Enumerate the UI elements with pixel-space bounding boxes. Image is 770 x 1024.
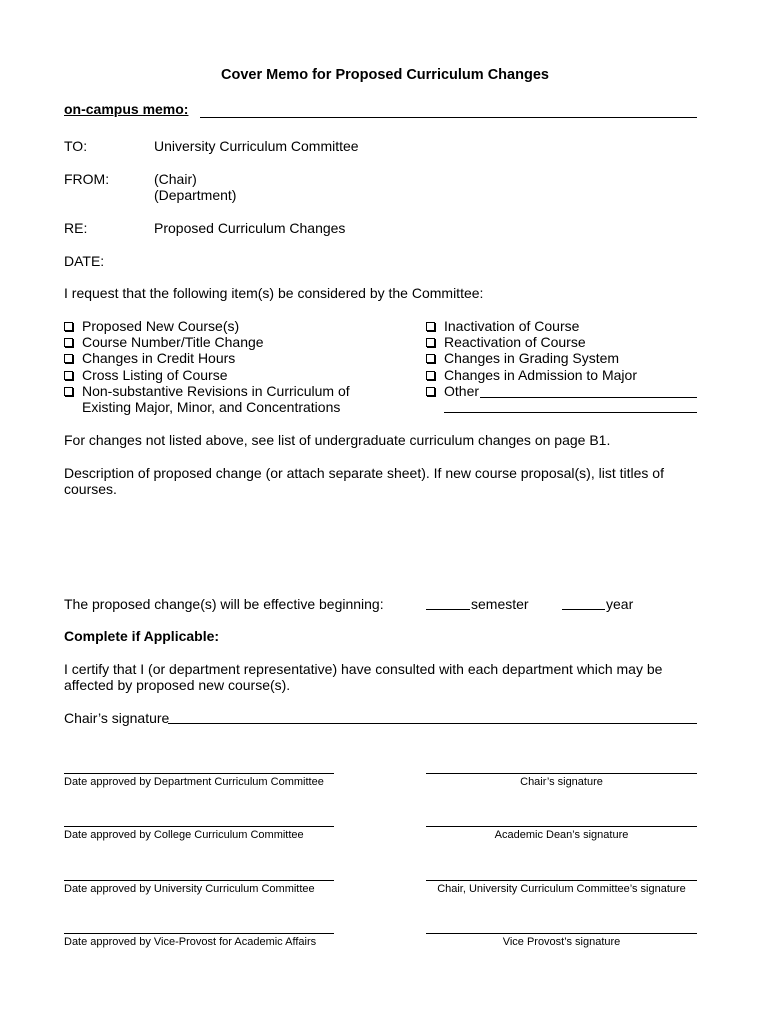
semester-label: semester — [471, 596, 529, 612]
approval-signature-line[interactable] — [426, 880, 697, 881]
to-value: University Curriculum Committee — [154, 138, 359, 154]
chair-signature-line[interactable] — [168, 723, 697, 724]
effective-text: The proposed change(s) will be effective beginning: — [64, 596, 384, 612]
certify-line-2: affected by proposed new course(s). — [64, 677, 291, 693]
approval-date-line[interactable] — [64, 933, 334, 934]
from-department: (Department) — [154, 187, 237, 203]
approval-signature-label: Chair, University Curriculum Committee’s signature — [437, 883, 686, 895]
approval-date-label: Date approved by College Curriculum Committee — [64, 829, 304, 841]
checklist-item-credit-hours[interactable]: Changes in Credit Hours — [64, 350, 235, 366]
changes-note: For changes not listed above, see list of undergraduate curriculum changes on page B1. — [64, 432, 611, 448]
checkbox-icon[interactable] — [64, 387, 73, 396]
other-input-line-1[interactable] — [480, 397, 697, 398]
checklist-item-grading[interactable]: Changes in Grading System — [426, 350, 619, 366]
from-label: FROM: — [64, 171, 110, 187]
checklist-item-other[interactable]: Other — [426, 383, 479, 399]
checklist-item-inactivation[interactable]: Inactivation of Course — [426, 318, 579, 334]
approval-date-label: Date approved by Vice-Provost for Academic Affairs — [64, 936, 317, 948]
approval-date-label: Date approved by Department Curriculum Committee — [64, 776, 324, 788]
checkbox-icon[interactable] — [64, 371, 73, 380]
re-value: Proposed Curriculum Changes — [154, 220, 346, 236]
chair-signature-label: Chair’s signature — [64, 710, 170, 726]
checklist-item-cross-listing[interactable]: Cross Listing of Course — [64, 367, 228, 383]
year-label: year — [606, 596, 634, 612]
approval-date-line[interactable] — [64, 826, 334, 827]
checkbox-icon[interactable] — [426, 354, 435, 363]
approval-signature-label: Academic Dean’s signature — [494, 829, 629, 841]
certify-line-1: I certify that I (or department representative) have consulted with each department which may be — [64, 661, 663, 677]
request-text: I request that the following item(s) be considered by the Committee: — [64, 285, 484, 301]
document-title: Cover Memo for Proposed Curriculum Changes — [221, 67, 549, 83]
from-chair: (Chair) — [154, 171, 197, 187]
checklist-item-admission[interactable]: Changes in Admission to Major — [426, 367, 637, 383]
checkbox-icon[interactable] — [64, 338, 73, 347]
approval-signature-line[interactable] — [426, 773, 697, 774]
checklist-item-new-course[interactable]: Proposed New Course(s) — [64, 318, 239, 334]
memo-underline — [200, 117, 697, 118]
date-label: DATE: — [64, 253, 105, 269]
description-line-2: courses. — [64, 481, 117, 497]
checkbox-icon[interactable] — [426, 387, 435, 396]
approval-date-line[interactable] — [64, 880, 334, 881]
approval-signature-label: Chair’s signature — [520, 776, 603, 788]
complete-heading: Complete if Applicable: — [64, 628, 220, 644]
checklist-item-non-substantive[interactable]: Non-substantive Revisions in Curriculum of — [64, 383, 350, 399]
checkbox-icon[interactable] — [426, 338, 435, 347]
checkbox-icon[interactable] — [426, 371, 435, 380]
year-input-line[interactable] — [562, 609, 605, 610]
approval-date-label: Date approved by University Curriculum Committee — [64, 883, 315, 895]
checklist-item-non-substantive-cont: Existing Major, Minor, and Concentrations — [82, 399, 341, 415]
to-label: TO: — [64, 138, 88, 154]
other-input-line-2[interactable] — [444, 412, 697, 413]
approval-signature-label: Vice Provost’s signature — [502, 936, 621, 948]
semester-input-line[interactable] — [426, 609, 470, 610]
checklist-item-number-title[interactable]: Course Number/Title Change — [64, 334, 264, 350]
approval-signature-line[interactable] — [426, 933, 697, 934]
checkbox-icon[interactable] — [426, 322, 435, 331]
description-line-1: Description of proposed change (or attach separate sheet). If new course proposal(s), list titles of — [64, 465, 664, 481]
checklist-item-reactivation[interactable]: Reactivation of Course — [426, 334, 586, 350]
checkbox-icon[interactable] — [64, 354, 73, 363]
approval-date-line[interactable] — [64, 773, 334, 774]
re-label: RE: — [64, 220, 88, 236]
memo-label: on-campus memo: — [64, 101, 189, 117]
checkbox-icon[interactable] — [64, 322, 73, 331]
approval-signature-line[interactable] — [426, 826, 697, 827]
